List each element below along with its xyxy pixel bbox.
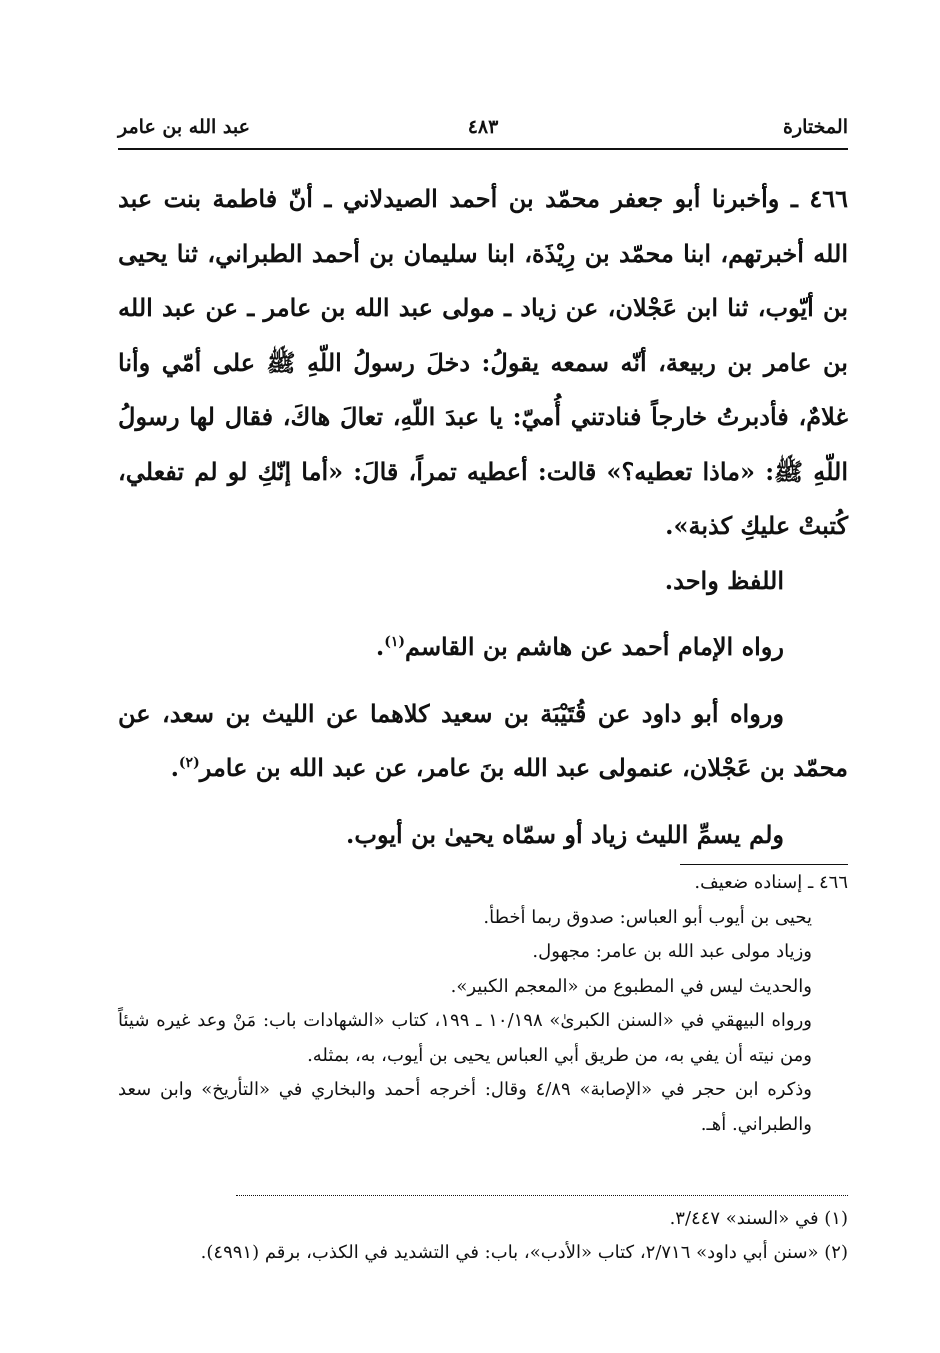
footnote-marker-1: (١) [384, 634, 405, 650]
footnote-2: (٢) «سنن أبي داود» ٢/٧١٦، كتاب «الأدب»، باب: في التشديد في الكذب، برقم (٤٩٩١). [200, 1242, 848, 1263]
hadith-paragraph: ٤٦٦ ـ وأخبرنا أبو جعفر محمّد بن أحمد الصيدلاني ـ أنّ فاطمة بنت عبد الله أخبرتهم، ابنا محمّد بن رِيْذَة، ابنا سليمان بن أحمد الطبراني، ثنا يحيى بن أيّوب، ثنا ابن عَجْلان، عن زياد ـ مولى عبد الله بن عامر ـ عن عبد الله بن عامر بن ربيعة، أنّه سمعه يقولُ: دخلَ رسولُ اللّهِ ﷺ على أمّي وأنا غلامٌ، فأدبرتُ خارجاً فنادتني أُميّ: يا عبدَ اللّهِ، تعالَ هاكَ، فقال لها رسولُ اللّهِ ﷺ: «ماذا تعطيه؟» قالت: أعطيه تمراً، قالَ: «أما إنّكِ لو لم تفعلي، كُتبتْ عليكِ كذبة». [118, 184, 848, 540]
main-text [118, 172, 848, 862]
header-divider [118, 148, 848, 150]
note-line: وزياد مولى عبد الله بن عامر: مجهول. [532, 941, 812, 962]
note-heading: ٤٦٦ ـ إسناده ضعيف. [694, 872, 848, 893]
footnotes-divider [236, 1195, 848, 1196]
narration-end: . [375, 632, 385, 661]
note-paragraph: اللفظ واحد. [664, 565, 784, 595]
narration-end: . [170, 753, 179, 782]
note-line: يحيى بن أيوب أبو العباس: صدوق ربما أخطأ. [483, 906, 812, 928]
page-number: ٤٨٣ [467, 116, 499, 138]
closing-paragraph: ولم يسمِّ الليث زياد أو سمّاه يحيىٰ بن أيوب. [346, 819, 784, 849]
notes-divider [680, 864, 848, 865]
narration-text: ورواه أبو داود عن قُتَيْبَة بن سعيد كلاهما عن الليث بن سعد، عن محمّد بن عَجْلان، عنمولى عبد الله بنَ عامر، عن عبد الله بن عامر [118, 698, 848, 782]
narration-paragraph-1 [118, 620, 848, 675]
running-header [118, 112, 848, 146]
narration-paragraph-2 [118, 687, 848, 796]
footnote-marker-2: (٢) [178, 755, 200, 771]
book-title: المختارة [783, 116, 848, 138]
commentary-notes [118, 866, 848, 1142]
narration-text: رواه الإمام أحمد عن هاشم بن القاسم [404, 632, 784, 661]
note-line: والحديث ليس في المطبوع من «المعجم الكبير». [450, 975, 812, 997]
note-line: وذكره ابن حجر في «الإصابة» ٤/٨٩ وقال: أخرجه أحمد والبخاري في «التأريخ» وابن سعد والطبراني. أهـ. [118, 1079, 812, 1135]
footnote-1: (١) في «السند» ٣/٤٤٧. [669, 1208, 848, 1229]
chapter-title: عبد الله بن عامر [118, 116, 250, 138]
footnotes [118, 1202, 848, 1270]
note-line: ورواه البيهقي في «السنن الكبرىٰ» ١٠/١٩٨ ـ ١٩٩، كتاب «الشهادات باب: مَنْ وعد غيره شيئاً ومن نيته أن يفي به، من طريق أبي العباس يحيى بن أيوب، به، بمثله. [118, 1010, 812, 1066]
